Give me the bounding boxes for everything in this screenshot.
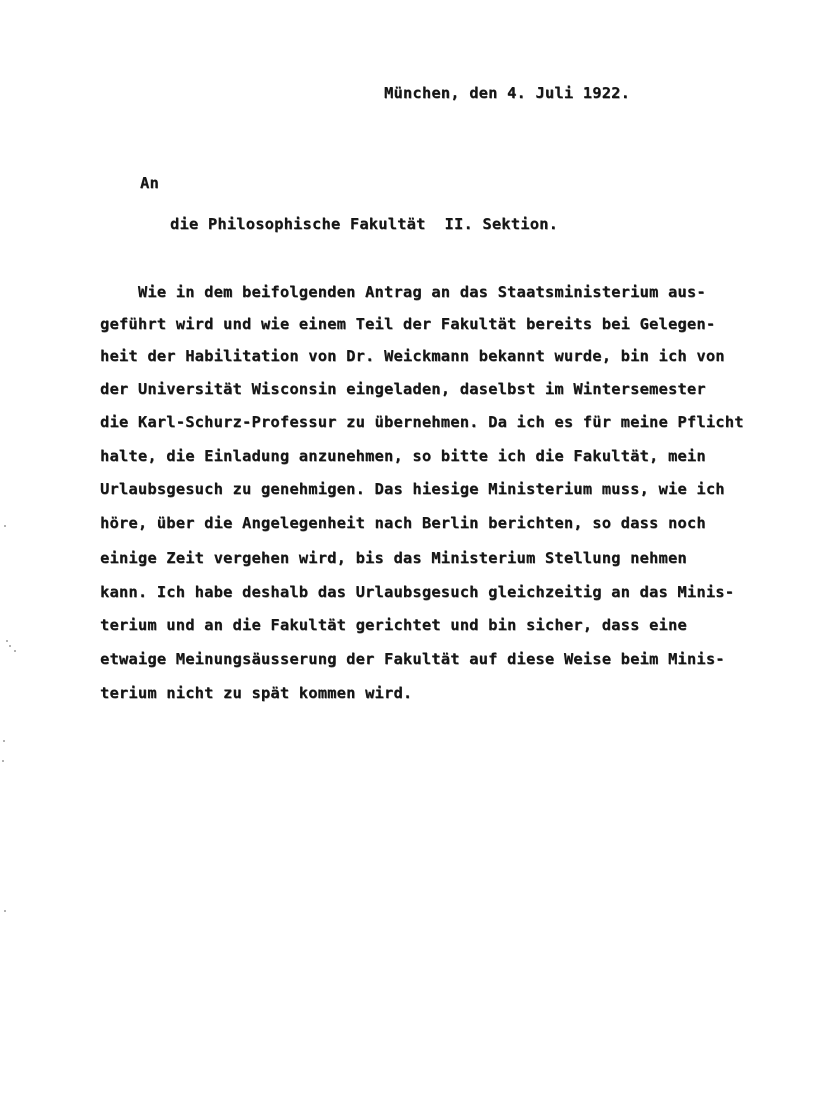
scan-speck xyxy=(9,645,11,647)
scan-speck xyxy=(3,740,5,742)
salutation: An xyxy=(140,174,159,192)
date-line: München, den 4. Juli 1922. xyxy=(384,84,631,102)
body-line: terium und an die Fakultät gerichtet und bin sicher, dass eine xyxy=(100,616,687,634)
body-line: heit der Habilitation von Dr. Weickmann bekannt wurde, bin ich von xyxy=(100,347,725,365)
body-line: kann. Ich habe deshalb das Urlaubsgesuch gleichzeitig an das Minis- xyxy=(100,583,735,601)
body-line: höre, über die Angelegenheit nach Berlin berichten, so dass noch xyxy=(100,514,706,532)
scan-speck xyxy=(6,640,8,642)
body-line: einige Zeit vergehen wird, bis das Ministerium Stellung nehmen xyxy=(100,549,687,567)
recipient-line: die Philosophische Fakultät II. Sektion. xyxy=(170,215,559,233)
scan-speck xyxy=(4,525,6,527)
scan-speck xyxy=(4,910,6,912)
body-line: etwaige Meinungsäusserung der Fakultät auf diese Weise beim Minis- xyxy=(100,650,725,668)
body-line: die Karl-Schurz-Professur zu übernehmen. Da ich es für meine Pflicht xyxy=(100,413,744,431)
scan-speck xyxy=(14,650,16,652)
body-line: Wie in dem beifolgenden Antrag an das Staatsministerium aus- xyxy=(100,283,706,301)
body-line: geführt wird und wie einem Teil der Fakultät bereits bei Gelegen- xyxy=(100,315,716,333)
body-line: der Universität Wisconsin eingeladen, daselbst im Wintersemester xyxy=(100,380,706,398)
body-line: terium nicht zu spät kommen wird. xyxy=(100,684,413,702)
body-line: halte, die Einladung anzunehmen, so bitte ich die Fakultät, mein xyxy=(100,447,706,465)
body-line: Urlaubsgesuch zu genehmigen. Das hiesige Ministerium muss, wie ich xyxy=(100,480,725,498)
scan-speck xyxy=(2,760,4,762)
